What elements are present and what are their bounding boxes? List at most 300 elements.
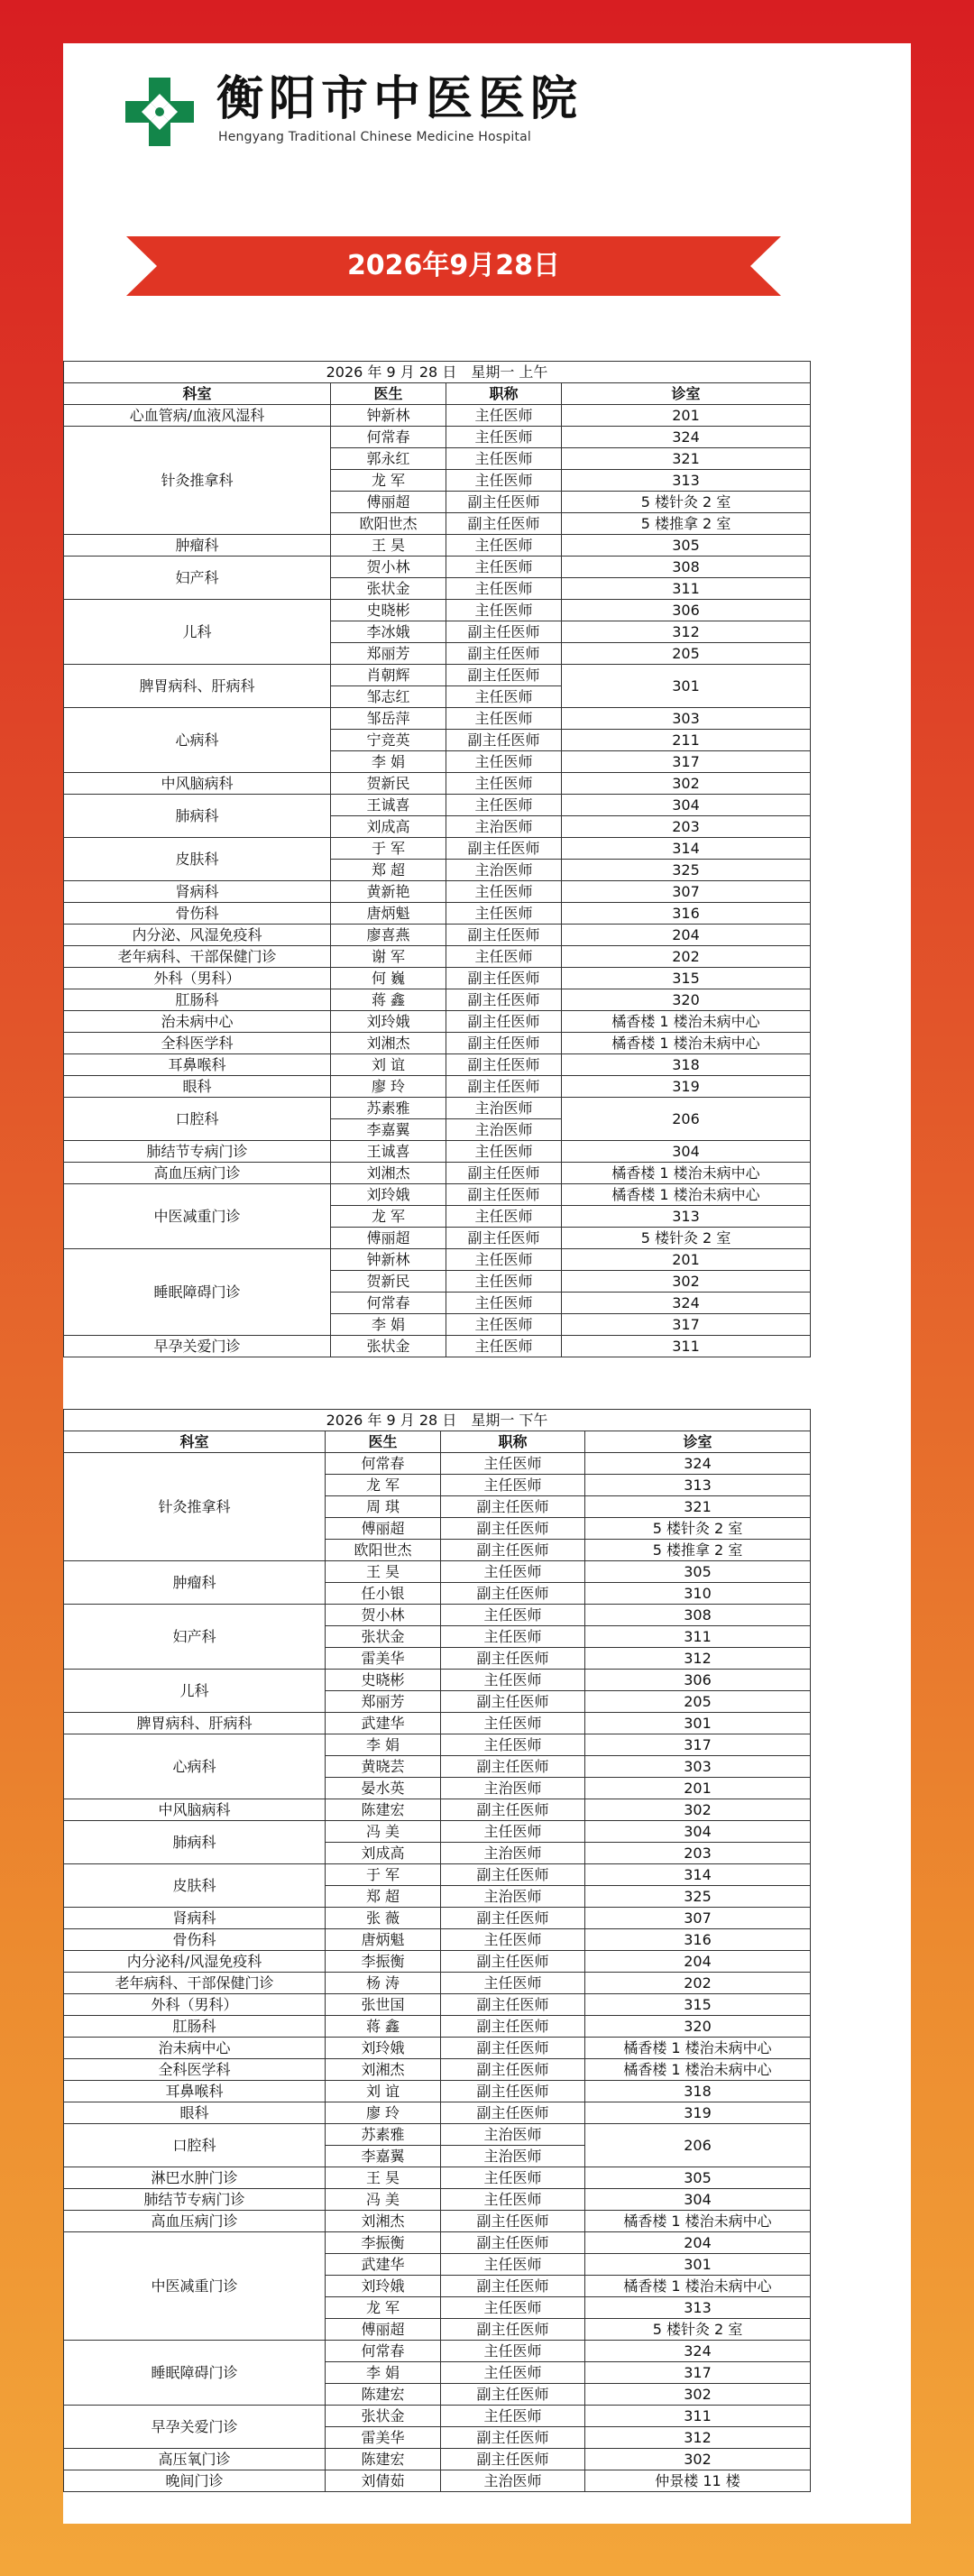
doctor-cell: 贺新民: [331, 1271, 446, 1293]
room-cell: 312: [562, 621, 811, 643]
room-cell: 橘香楼 1 楼治未病中心: [585, 2038, 811, 2059]
dept-cell: 骨伤科: [64, 903, 331, 925]
title-cell: 主任医师: [446, 1249, 562, 1271]
doctor-cell: 李 娟: [331, 751, 446, 773]
doctor-cell: 张状金: [331, 1336, 446, 1357]
room-cell: 211: [562, 730, 811, 751]
title-cell: 副主任医师: [441, 1994, 585, 2016]
room-cell: 313: [562, 1206, 811, 1228]
title-cell: 副主任医师: [441, 1496, 585, 1518]
doctor-cell: 周 琪: [326, 1496, 441, 1518]
title-cell: 副主任医师: [441, 1756, 585, 1778]
room-cell: 橘香楼 1 楼治未病中心: [562, 1184, 811, 1206]
afternoon-schedule-table: [63, 1409, 811, 2492]
dept-cell: 儿科: [64, 600, 331, 665]
dept-cell: 肺结节专病门诊: [64, 2189, 326, 2211]
room-cell: 304: [562, 795, 811, 816]
title-cell: 副主任医师: [441, 1951, 585, 1973]
room-cell: 204: [562, 925, 811, 946]
title-cell: 副主任医师: [446, 730, 562, 751]
doctor-cell: 于 军: [331, 838, 446, 860]
doctor-cell: 苏素雅: [326, 2124, 441, 2146]
room-cell: 315: [562, 968, 811, 989]
table-row: [64, 1033, 811, 1054]
title-cell: 副主任医师: [441, 1540, 585, 1561]
room-cell: 301: [585, 1713, 811, 1734]
room-cell: 314: [585, 1864, 811, 1886]
room-cell: 304: [562, 1141, 811, 1163]
room-cell: 312: [585, 1648, 811, 1670]
table-row: [64, 1951, 811, 1973]
title-cell: 主任医师: [446, 557, 562, 578]
dept-cell: 心病科: [64, 708, 331, 773]
dept-cell: 肺结节专病门诊: [64, 1141, 331, 1163]
doctor-cell: 龙 军: [326, 1475, 441, 1496]
table-row: [64, 1929, 811, 1951]
table-row: [64, 1670, 811, 1691]
table-row: [64, 838, 811, 860]
room-cell: 205: [562, 643, 811, 665]
title-cell: 副主任医师: [446, 643, 562, 665]
room-cell: 305: [562, 535, 811, 557]
title-cell: 主治医师: [441, 1886, 585, 1908]
title-cell: 副主任医师: [446, 1033, 562, 1054]
dept-cell: 全科医学科: [64, 1033, 331, 1054]
col-header-title: 职称: [446, 383, 562, 405]
tcm-cross-logo-icon: [122, 74, 198, 150]
doctor-cell: 武建华: [326, 1713, 441, 1734]
doctor-cell: 龙 军: [331, 1206, 446, 1228]
dept-cell: 睡眠障碍门诊: [64, 1249, 331, 1336]
room-cell: 319: [585, 2102, 811, 2124]
title-cell: 副主任医师: [446, 989, 562, 1011]
room-cell: 317: [562, 751, 811, 773]
room-cell: 橘香楼 1 楼治未病中心: [585, 2211, 811, 2232]
doctor-cell: 欧阳世杰: [326, 1540, 441, 1561]
dept-cell: 皮肤科: [64, 838, 331, 881]
title-cell: 副主任医师: [446, 838, 562, 860]
doctor-cell: 刘玲娥: [326, 2038, 441, 2059]
col-header-room: 诊室: [585, 1431, 811, 1453]
room-cell: 317: [585, 2362, 811, 2384]
title-cell: 主任医师: [441, 1713, 585, 1734]
dept-cell: 中风脑病科: [64, 773, 331, 795]
table-row: [64, 1336, 811, 1357]
afternoon-table-title: 2026 年 9 月 28 日 星期一 下午: [64, 1410, 811, 1431]
dept-cell: 脾胃病科、肝病科: [64, 665, 331, 708]
title-cell: 副主任医师: [446, 1184, 562, 1206]
doctor-cell: 雷美华: [326, 2427, 441, 2449]
doctor-cell: 武建华: [326, 2254, 441, 2276]
doctor-cell: 黄晓芸: [326, 1756, 441, 1778]
room-cell: 324: [562, 427, 811, 448]
table-row: [64, 1561, 811, 1583]
table-row: [64, 1799, 811, 1821]
doctor-cell: 刘湘杰: [331, 1163, 446, 1184]
title-cell: 主任医师: [446, 535, 562, 557]
table-row: [64, 2124, 811, 2146]
table-row: [64, 2406, 811, 2427]
dept-cell: 外科（男科）: [64, 968, 331, 989]
title-cell: 主任医师: [441, 1734, 585, 1756]
room-cell: 5 楼推拿 2 室: [562, 513, 811, 535]
title-cell: 主治医师: [441, 2470, 585, 2492]
dept-cell: 肺病科: [64, 1821, 326, 1864]
title-cell: 主治医师: [441, 2124, 585, 2146]
doctor-cell: 傅丽超: [331, 492, 446, 513]
table-row: [64, 535, 811, 557]
room-cell: 仲景楼 11 楼: [585, 2470, 811, 2492]
title-cell: 副主任医师: [446, 513, 562, 535]
room-cell: 313: [585, 1475, 811, 1496]
title-cell: 主任医师: [446, 470, 562, 492]
doctor-cell: 郭永红: [331, 448, 446, 470]
title-cell: 主任医师: [446, 773, 562, 795]
title-cell: 主任医师: [446, 578, 562, 600]
doctor-cell: 王 昊: [326, 2167, 441, 2189]
table-row: [64, 2038, 811, 2059]
room-cell: 303: [562, 708, 811, 730]
dept-cell: 脾胃病科、肝病科: [64, 1713, 326, 1734]
room-cell: 311: [585, 2406, 811, 2427]
doctor-cell: 李 娟: [326, 1734, 441, 1756]
doctor-cell: 刘 谊: [326, 2081, 441, 2102]
dept-cell: 心病科: [64, 1734, 326, 1799]
room-cell: 5 楼针灸 2 室: [585, 2319, 811, 2341]
title-cell: 副主任医师: [441, 1691, 585, 1713]
doctor-cell: 雷美华: [326, 1648, 441, 1670]
dept-cell: 晚间门诊: [64, 2470, 326, 2492]
doctor-cell: 陈建宏: [326, 2384, 441, 2406]
table-row: [64, 2081, 811, 2102]
title-cell: 副主任医师: [441, 1864, 585, 1886]
dept-cell: 治未病中心: [64, 2038, 326, 2059]
room-cell: 306: [562, 600, 811, 621]
doctor-cell: 苏素雅: [331, 1098, 446, 1119]
dept-cell: 肾病科: [64, 1908, 326, 1929]
title-cell: 主治医师: [446, 1119, 562, 1141]
title-cell: 副主任医师: [441, 1799, 585, 1821]
doctor-cell: 冯 美: [326, 2189, 441, 2211]
dept-cell: 眼科: [64, 2102, 326, 2124]
room-cell: 304: [585, 1821, 811, 1843]
doctor-cell: 刘成高: [331, 816, 446, 838]
room-cell: 5 楼针灸 2 室: [562, 492, 811, 513]
doctor-cell: 杨 涛: [326, 1973, 441, 1994]
morning-table-title: 2026 年 9 月 28 日 星期一 上午: [64, 362, 811, 383]
room-cell: 311: [562, 578, 811, 600]
doctor-cell: 黄新艳: [331, 881, 446, 903]
table-row: [64, 925, 811, 946]
dept-cell: 全科医学科: [64, 2059, 326, 2081]
hospital-name: 衡阳市中医医院: [216, 71, 583, 126]
room-cell: 316: [562, 903, 811, 925]
doctor-cell: 龙 军: [331, 470, 446, 492]
col-header-dept: 科室: [64, 1431, 326, 1453]
title-cell: 主任医师: [441, 1605, 585, 1626]
title-cell: 副主任医师: [446, 1163, 562, 1184]
title-cell: 主任医师: [446, 881, 562, 903]
title-cell: 主任医师: [446, 1336, 562, 1357]
room-cell: 324: [562, 1293, 811, 1314]
room-cell: 301: [562, 665, 811, 708]
col-header-dept: 科室: [64, 383, 331, 405]
dept-cell: 早孕关爱门诊: [64, 1336, 331, 1357]
doctor-cell: 傅丽超: [326, 2319, 441, 2341]
table-row: [64, 1054, 811, 1076]
room-cell: 302: [585, 1799, 811, 1821]
dept-cell: 耳鼻喉科: [64, 1054, 331, 1076]
doctor-cell: 郑 超: [331, 860, 446, 881]
morning-schedule-table: [63, 361, 811, 1357]
room-cell: 314: [562, 838, 811, 860]
doctor-cell: 肖朝辉: [331, 665, 446, 686]
title-cell: 主任医师: [446, 1271, 562, 1293]
doctor-cell: 贺新民: [331, 773, 446, 795]
table-row: [64, 2016, 811, 2038]
room-cell: 204: [585, 1951, 811, 1973]
room-cell: 橘香楼 1 楼治未病中心: [585, 2059, 811, 2081]
room-cell: 204: [585, 2232, 811, 2254]
table-row: [64, 600, 811, 621]
room-cell: 302: [585, 2384, 811, 2406]
room-cell: 302: [562, 1271, 811, 1293]
room-cell: 307: [562, 881, 811, 903]
title-cell: 主治医师: [441, 1778, 585, 1799]
doctor-cell: 刘玲娥: [331, 1011, 446, 1033]
title-cell: 副主任医师: [446, 492, 562, 513]
title-cell: 副主任医师: [446, 665, 562, 686]
doctor-cell: 邹志红: [331, 686, 446, 708]
date-banner: 2026年9月28日: [346, 250, 561, 281]
title-cell: 主任医师: [446, 1141, 562, 1163]
room-cell: 306: [585, 1670, 811, 1691]
doctor-cell: 刘玲娥: [331, 1184, 446, 1206]
room-cell: 5 楼针灸 2 室: [585, 1518, 811, 1540]
title-cell: 副主任医师: [441, 2384, 585, 2406]
title-cell: 副主任医师: [441, 2276, 585, 2297]
title-cell: 主任医师: [446, 1293, 562, 1314]
room-cell: 308: [585, 1605, 811, 1626]
doctor-cell: 张世国: [326, 1994, 441, 2016]
table-row: [64, 946, 811, 968]
table-row: [64, 881, 811, 903]
col-header-doctor: 医生: [326, 1431, 441, 1453]
title-cell: 主任医师: [441, 2297, 585, 2319]
dept-cell: 高血压病门诊: [64, 2211, 326, 2232]
doctor-cell: 张状金: [331, 578, 446, 600]
room-cell: 310: [585, 1583, 811, 1605]
dept-cell: 口腔科: [64, 1098, 331, 1141]
title-cell: 主任医师: [446, 946, 562, 968]
room-cell: 320: [585, 2016, 811, 2038]
room-cell: 315: [585, 1994, 811, 2016]
room-cell: 203: [585, 1843, 811, 1864]
table-row: [64, 1163, 811, 1184]
room-cell: 5 楼针灸 2 室: [562, 1228, 811, 1249]
table-row: [64, 1249, 811, 1271]
doctor-cell: 钟新林: [331, 1249, 446, 1271]
room-cell: 321: [585, 1496, 811, 1518]
title-cell: 副主任医师: [441, 1518, 585, 1540]
title-cell: 主任医师: [441, 2406, 585, 2427]
title-cell: 主任医师: [446, 405, 562, 427]
doctor-cell: 傅丽超: [331, 1228, 446, 1249]
dept-cell: 中风脑病科: [64, 1799, 326, 1821]
title-cell: 主任医师: [446, 686, 562, 708]
title-cell: 副主任医师: [446, 1054, 562, 1076]
doctor-cell: 史晓彬: [326, 1670, 441, 1691]
title-cell: 副主任医师: [441, 2211, 585, 2232]
room-cell: 313: [585, 2297, 811, 2319]
dept-cell: 中医减重门诊: [64, 1184, 331, 1249]
doctor-cell: 史晓彬: [331, 600, 446, 621]
table-row: [64, 708, 811, 730]
table-row: [64, 2167, 811, 2189]
room-cell: 201: [562, 405, 811, 427]
title-cell: 主治医师: [446, 1098, 562, 1119]
dept-cell: 妇产科: [64, 557, 331, 600]
title-cell: 副主任医师: [446, 968, 562, 989]
doctor-cell: 何常春: [331, 427, 446, 448]
table-row: [64, 1605, 811, 1626]
doctor-cell: 张状金: [326, 2406, 441, 2427]
title-cell: 主任医师: [446, 903, 562, 925]
dept-cell: 外科（男科）: [64, 1994, 326, 2016]
title-cell: 主任医师: [441, 1670, 585, 1691]
title-cell: 副主任医师: [441, 2059, 585, 2081]
dept-cell: 治未病中心: [64, 1011, 331, 1033]
dept-cell: 内分泌科/风湿免疫科: [64, 1951, 326, 1973]
dept-cell: 中医减重门诊: [64, 2232, 326, 2341]
room-cell: 313: [562, 470, 811, 492]
doctor-cell: 傅丽超: [326, 1518, 441, 1540]
dept-cell: 高血压病门诊: [64, 1163, 331, 1184]
room-cell: 302: [562, 773, 811, 795]
doctor-cell: 晏水英: [326, 1778, 441, 1799]
title-cell: 主治医师: [446, 860, 562, 881]
doctor-cell: 刘湘杰: [326, 2059, 441, 2081]
room-cell: 橘香楼 1 楼治未病中心: [585, 2276, 811, 2297]
title-cell: 副主任医师: [446, 1011, 562, 1033]
title-cell: 主任医师: [446, 708, 562, 730]
doctor-cell: 蒋 鑫: [326, 2016, 441, 2038]
title-cell: 副主任医师: [446, 1228, 562, 1249]
room-cell: 319: [562, 1076, 811, 1098]
title-cell: 主治医师: [441, 1843, 585, 1864]
col-header-doctor: 医生: [331, 383, 446, 405]
room-cell: 324: [585, 1453, 811, 1475]
title-cell: 主任医师: [446, 751, 562, 773]
title-cell: 副主任医师: [441, 1908, 585, 1929]
title-cell: 主任医师: [441, 2189, 585, 2211]
table-row: [64, 1734, 811, 1756]
dept-cell: 耳鼻喉科: [64, 2081, 326, 2102]
table-row: [64, 1821, 811, 1843]
doctor-cell: 李 娟: [331, 1314, 446, 1336]
table-row: [64, 1453, 811, 1475]
dept-cell: 针灸推拿科: [64, 427, 331, 535]
room-cell: 318: [562, 1054, 811, 1076]
doctor-cell: 贺小林: [326, 1605, 441, 1626]
room-cell: 203: [562, 816, 811, 838]
room-cell: 307: [585, 1908, 811, 1929]
room-cell: 316: [585, 1929, 811, 1951]
doctor-cell: 邹岳萍: [331, 708, 446, 730]
doctor-cell: 刘倩茹: [326, 2470, 441, 2492]
table-row: [64, 1713, 811, 1734]
table-row: [64, 1994, 811, 2016]
doctor-cell: 刘成高: [326, 1843, 441, 1864]
doctor-cell: 郑丽芳: [326, 1691, 441, 1713]
room-cell: 311: [585, 1626, 811, 1648]
title-cell: 副主任医师: [441, 2016, 585, 2038]
title-cell: 副主任医师: [441, 1583, 585, 1605]
table-row: [64, 1864, 811, 1886]
title-cell: 副主任医师: [441, 2232, 585, 2254]
doctor-cell: 任小银: [326, 1583, 441, 1605]
doctor-cell: 陈建宏: [326, 2449, 441, 2470]
doctor-cell: 王 昊: [331, 535, 446, 557]
table-row: [64, 903, 811, 925]
doctor-cell: 谢 军: [331, 946, 446, 968]
table-row: [64, 1011, 811, 1033]
room-cell: 311: [562, 1336, 811, 1357]
title-cell: 主任医师: [441, 2167, 585, 2189]
doctor-cell: 陈建宏: [326, 1799, 441, 1821]
title-cell: 主任医师: [441, 1475, 585, 1496]
doctor-cell: 王诚喜: [331, 795, 446, 816]
dept-cell: 老年病科、干部保健门诊: [64, 1973, 326, 1994]
doctor-cell: 欧阳世杰: [331, 513, 446, 535]
doctor-cell: 李振衡: [326, 1951, 441, 1973]
room-cell: 305: [585, 1561, 811, 1583]
doctor-cell: 张 薇: [326, 1908, 441, 1929]
dept-cell: 肺病科: [64, 795, 331, 838]
room-cell: 312: [585, 2427, 811, 2449]
room-cell: 324: [585, 2341, 811, 2362]
room-cell: 303: [585, 1756, 811, 1778]
table-row: [64, 1908, 811, 1929]
doctor-cell: 李冰娥: [331, 621, 446, 643]
title-cell: 主任医师: [441, 1929, 585, 1951]
room-cell: 202: [585, 1973, 811, 1994]
title-cell: 副主任医师: [446, 621, 562, 643]
dept-cell: 口腔科: [64, 2124, 326, 2167]
table-row: [64, 2449, 811, 2470]
dept-cell: 肿瘤科: [64, 1561, 326, 1605]
room-cell: 301: [585, 2254, 811, 2276]
table-row: [64, 427, 811, 448]
table-row: [64, 2232, 811, 2254]
title-cell: 主任医师: [441, 1821, 585, 1843]
room-cell: 302: [585, 2449, 811, 2470]
title-cell: 主任医师: [446, 600, 562, 621]
doctor-cell: 李嘉翼: [331, 1119, 446, 1141]
doctor-cell: 刘玲娥: [326, 2276, 441, 2297]
doctor-cell: 廖喜燕: [331, 925, 446, 946]
doctor-cell: 李 娟: [326, 2362, 441, 2384]
title-cell: 主任医师: [441, 2341, 585, 2362]
dept-cell: 高压氧门诊: [64, 2449, 326, 2470]
title-cell: 主任医师: [441, 1626, 585, 1648]
table-row: [64, 773, 811, 795]
doctor-cell: 廖 玲: [326, 2102, 441, 2124]
doctor-cell: 唐炳魁: [326, 1929, 441, 1951]
doctor-cell: 刘湘杰: [326, 2211, 441, 2232]
table-row: [64, 1141, 811, 1163]
title-cell: 副主任医师: [441, 2102, 585, 2124]
